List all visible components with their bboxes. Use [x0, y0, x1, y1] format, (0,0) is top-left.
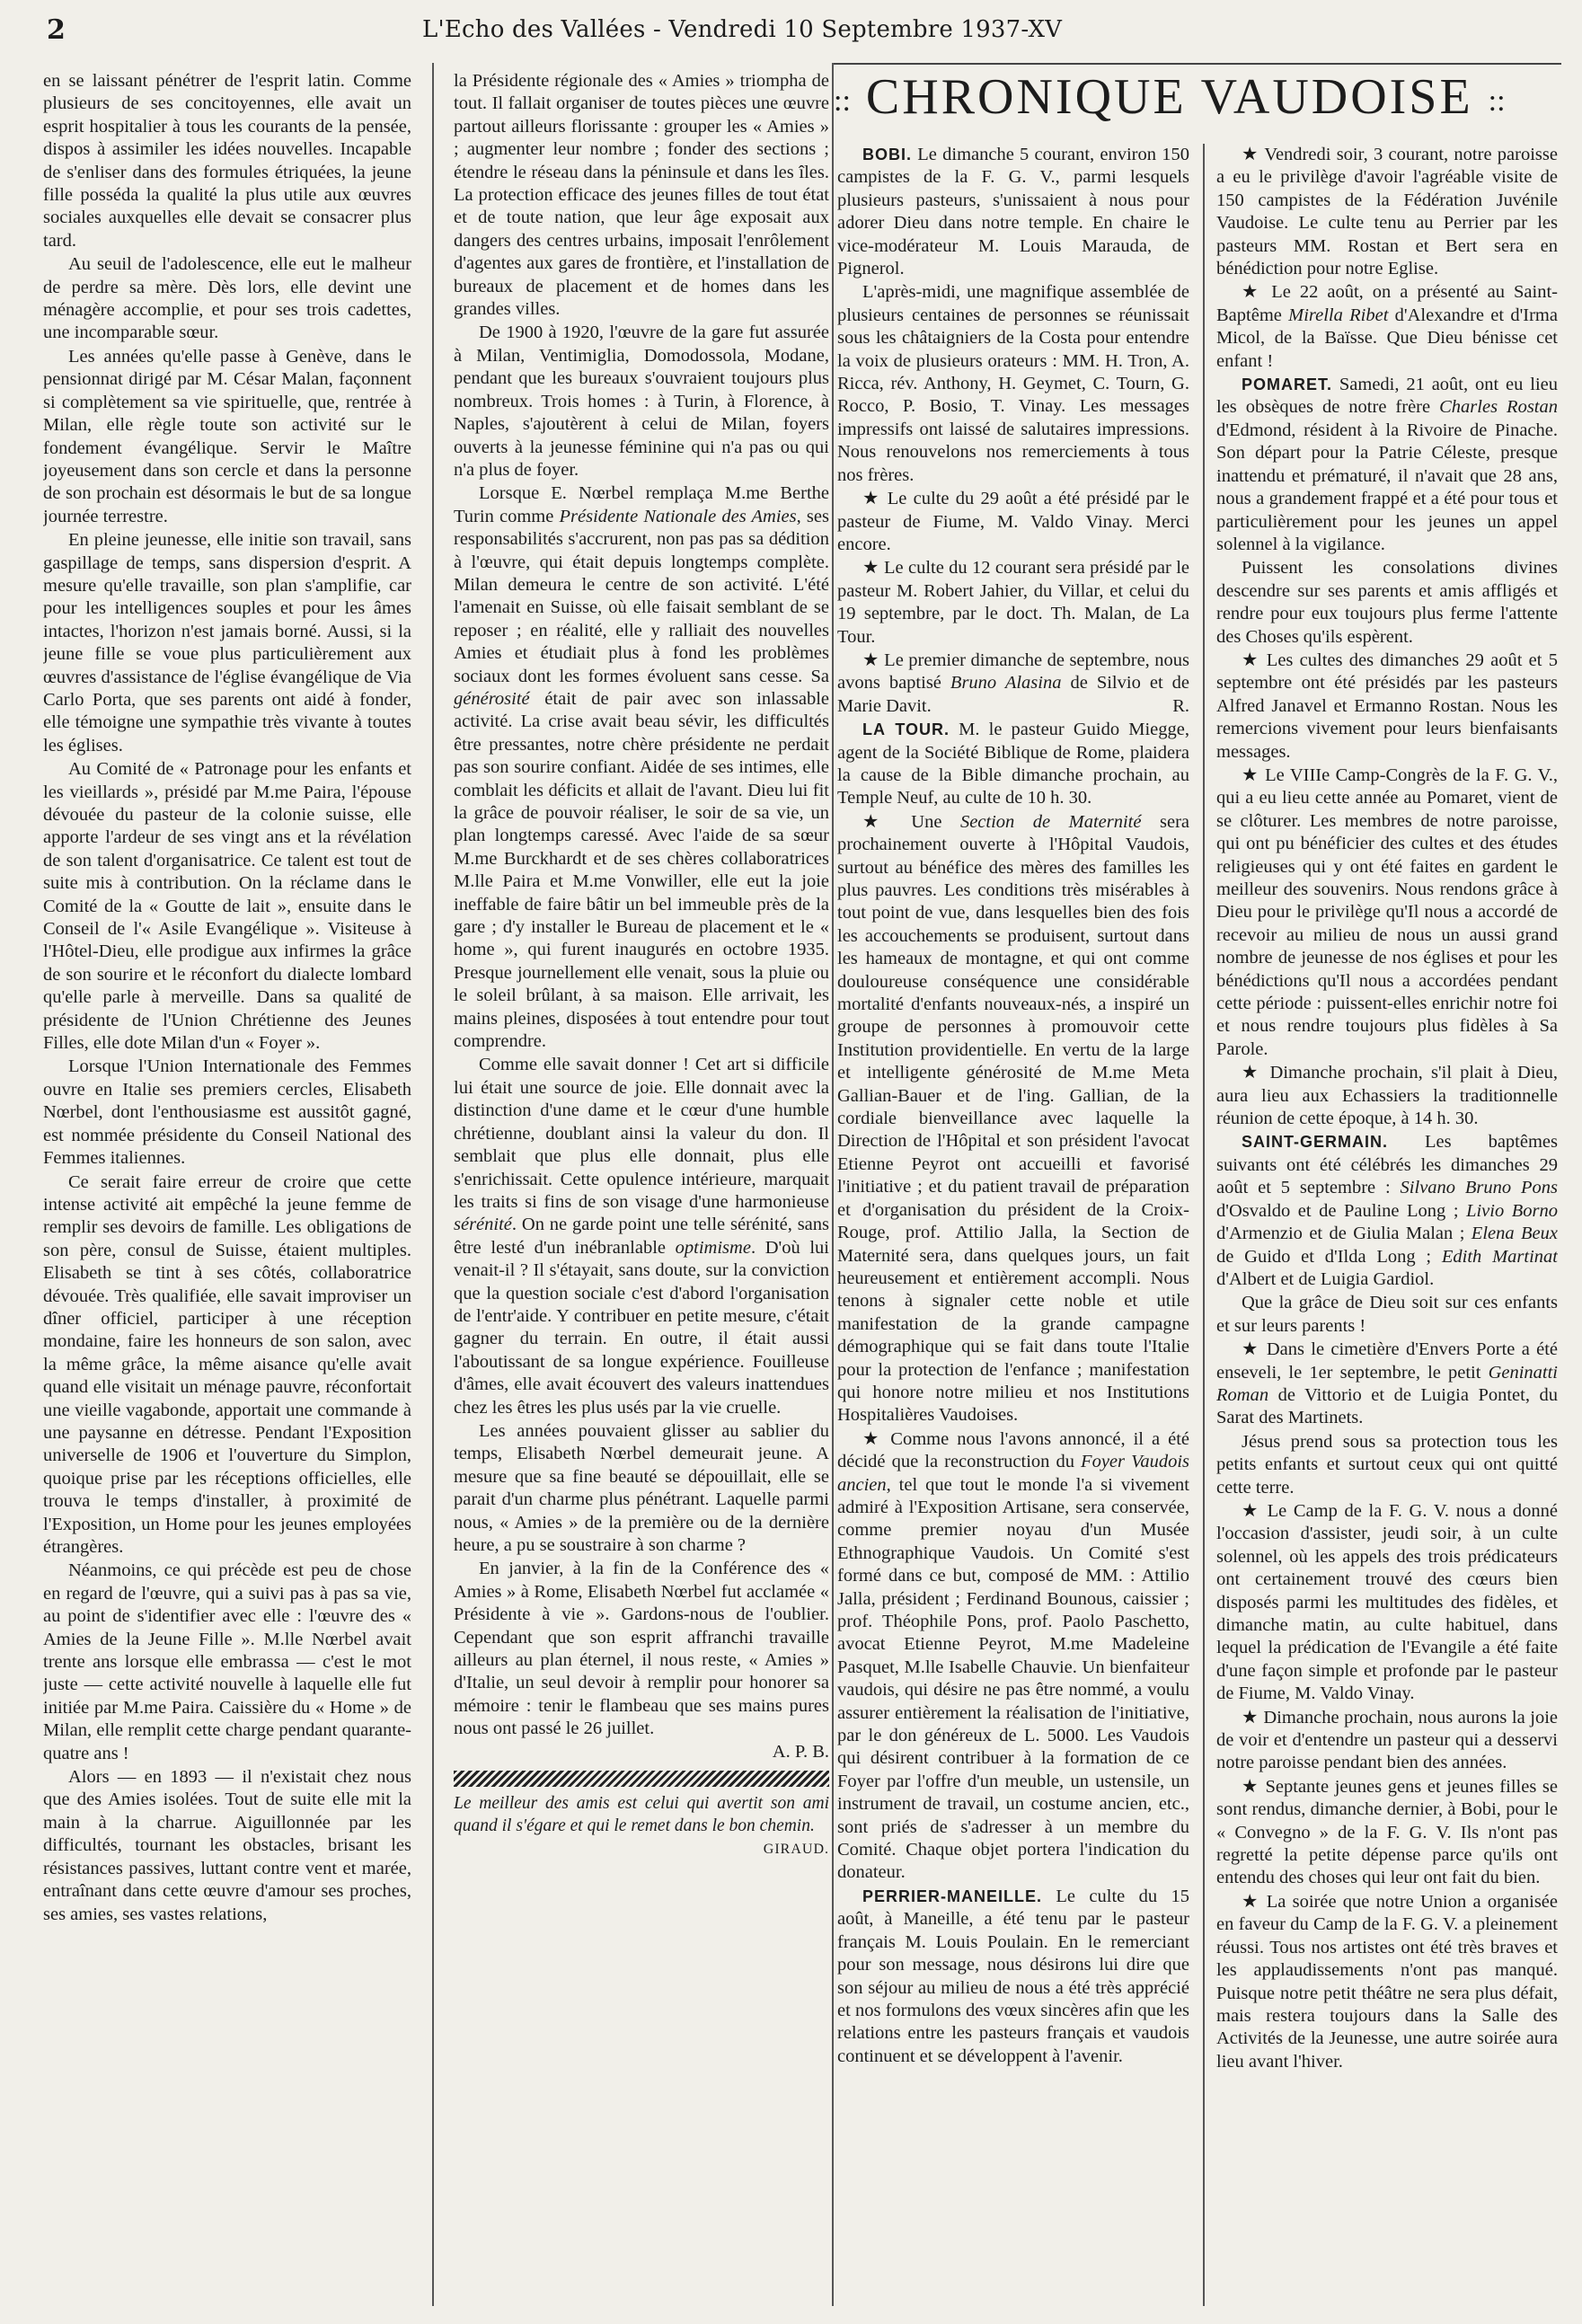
- text-run: d'Osvaldo et de Pauline Long ;: [1216, 1200, 1467, 1221]
- paragraph: [1216, 281, 1558, 373]
- text-run: , tel que tout le monde l'a si vivement admiré à l'Exposition Artisane, sera conservée, comme premier noyau d'un Musée Ethnographique Vaudois. Un Comité s'est formé dans ce but, composé de MM. : Attilio Jalla, président ; Ferdinand Bounous, caissier ; prof. Théophile Pons, prof. Paolo Paschetto, avocat Etienne Peyrot, M.me Madeleine Pasquet, M.lle Isabelle Chauvie. Un bienfaiteur vaudois, qui désire ne pas être nommé, a voulu assurer entièrement la réalisation de l'initiative, par le don généreux de L. 5000. Les Vaudois qui désirent contribuer à la formation de ce Foyer par l'offre d'un meuble, un ustensile, un instrument de travail, un costume ancien, etc., sont priés de s'adresser à un membre du Comité. Chaque objet portera l'indication du donateur.: [837, 1474, 1189, 1883]
- emphasis: Geninatti Roman: [1216, 1362, 1558, 1405]
- paragraph: ★ Le Camp de la F. G. V. nous a donné l'occasion d'assister, jeudi soir, à un culte solennel, où les appels des trois prédicateurs ont certainement trouvé des cœurs bien disposés parmi les multitudes des fidèles, et dimanche matin, au culte habituel, dans lequel la prédication de l'Evangile a été faite d'une façon simple et profonde par le pasteur de Fiume, M. Valdo Vinay.: [1216, 1500, 1558, 1704]
- title-ornament: ::: [834, 84, 851, 119]
- location-heading: SAINT-GERMAIN.: [1242, 1133, 1389, 1152]
- emphasis: Charles Rostan: [1439, 397, 1558, 418]
- text-run: de Vittorio et de Luigia Pontet, du Sarat des Martinets.: [1216, 1384, 1558, 1428]
- text-run: était de pair avec son inlassable activité. La crise avait beau sévir, les difficultés être pressantes, notre chère présidente ne perdait pas son sourire confiant. Aidée de ses intimes, elle comblait les déficits et allait de l'avant. Dieu lui fit la grâce de pouvoir réaliser, le soir de sa vie, un plan longtemps caressé. Avec l'aide de sa sœur M.me Burckhardt et de ses chères collaboratrices M.lle Paira et M.me Vonwiller, elle eut la joie ineffable de faire bâtir un bel immeuble près de la gare ; d'y installer le Bureau de placement et le « home », qui furent inaugurés en octobre 1935. Presque journellement elle venait, sous la pluie ou le soleil brûlant, à sa maison. Elle arrivait, les mains pleines, disposées à tout entendre pour tout comprendre.: [454, 688, 829, 1052]
- paragraph: Au seuil de l'adolescence, elle eut le malheur de perdre sa mère. Dès lors, elle devint une ménagère accomplie, et pour ses trois cadettes, une incomparable sœur.: [43, 254, 411, 343]
- emphasis: Mirella Ribet: [1288, 305, 1389, 325]
- text-run: d'Alexandre et d'Irma Micol, de la Baïsse. Que Dieu bénisse cet enfant !: [1216, 305, 1558, 371]
- paragraph: [837, 1886, 1189, 2068]
- paragraph: [837, 649, 1189, 718]
- paragraph: Alors — en 1893 — il n'existait chez nous que des Amies isolées. Tout de suite elle mit la main à la charrue. Aiguillonnée par les difficultés, tournant les obstacles, brisant les résistances passives, luttant contre vent et marée, entraînant dans cette œuvre d'amour ses proches, ses amies, ses vastes relations,: [43, 1767, 411, 1924]
- emphasis: Bruno Alasina: [950, 673, 1062, 694]
- paragraph: Lorsque l'Union Internationale des Femmes ouvre en Italie ses premiers cercles, Elisabeth Nœrbel, dont l'enthousiasme est aussitôt gagné, est nommée présidente du Conseil National des Femmes italiennes.: [43, 1056, 411, 1169]
- paragraph: Puissent les consolations divines descendre sur ses parents et amis affligés et rendre pour eux toujours plus ferme l'attente des Choses qu'ils espèrent.: [1216, 558, 1558, 647]
- paragraph: ★ Les cultes des dimanches 29 août et 5 septembre ont été présidés par les pasteurs Alfred Janavel et Ermanno Rostan. Nous les remercions vivement pour leurs bienfaisants messages.: [1216, 649, 1558, 762]
- paragraph: ★ Le culte du 29 août a été présidé par le pasteur de Fiume, M. Valdo Vinay. Merci encore.: [837, 489, 1189, 554]
- location-heading: LA TOUR.: [862, 720, 950, 739]
- text-run: d'Armenzio et de Giulia Malan ;: [1216, 1224, 1472, 1244]
- paragraph: Les années pouvaient glisser au sablier du temps, Elisabeth Nœrbel demeurait jeune. A mesure que sa fine beauté se dépouillait, elle se parait d'un charme plus pénétrant. Laquelle parmi nous, « Amies » de la première ou de la dernière heure, a pu se soustraire à son charme ?: [454, 1420, 829, 1555]
- text-run: sera prochainement ouverte à l'Hôpital Vaudois, surtout au bénéfice des mères des familles les plus pauvres. Les conditions très misérables à tout point de vue, dans lesquelles bien des fois les accouchements se produisent, surtout dans les hameaux de montagne, et qui ont comme douloureuse conséquence une considérable mortalité d'enfants nouveaux-nés, a inspiré un groupe de personnes à promouvoir cette Institution providentielle. En vertu de la large et intelligente générosité de M.me Meta Gallian-Bauer et de l'ing. Gallian, de la cordiale bienveillance avec laquelle la Direction de l'Hôpital et son président l'avocat Etienne Peyrot ont accueilli et favorisé l'initiative ; et du patient travail de préparation et d'organisation du président de la Croix-Rouge, prof. Attilio Jalla, la Section de Maternité sera, dans quelques jours, un fait heureusement et entièrement accompli. Nous tenons à signaler cette noble et utile manifestation de la grande campagne démographique qui se fait dans toute l'Italie pour la protection de l'enfance ; manifestation qui honore notre milieu et nos Institutions Hospitalières Vaudoises.: [837, 811, 1189, 1426]
- text-run: Lorsque E. Nœrbel remplaça M.me Berthe Turin comme: [454, 483, 829, 526]
- page-number: 2: [47, 14, 66, 46]
- paragraph: Néanmoins, ce qui précède est peu de chose en regard de l'œuvre, qui a suivi pas à pas sa vie, au point de s'identifier avec elle : l'œuvre des « Amies de la Jeune Fille ». M.lle Nœrbel avait trente ans lorsque elle embrassa — c'est le mot juste — cette activité nouvelle à laquelle elle fut initiée par M.me Paira. Caissière du « Home » de Milan, elle remplit cette charge pendant quarante-quatre ans !: [43, 1560, 411, 1763]
- paragraph: ★ Le culte du 12 courant sera présidé par le pasteur M. Robert Jahier, du Villar, et celui du 19 septembre, par le doct. Th. Malan, de La Tour.: [837, 558, 1189, 647]
- paragraph: ★ Septante jeunes gens et jeunes filles se sont rendus, dimanche dernier, à Bobi, pour le « Convegno » de la F. G. V. Ils n'ont pas regretté la petite dépense parce qu'ils ont entendu des choses qui leur ont fait du bien.: [1216, 1776, 1558, 1888]
- text-run: Le dimanche 5 courant, environ 150 campistes de la F. G. V., parmi lesquels plusieurs pasteurs, s'unissaient à nous pour adorer Dieu dans notre temple. En chaire le vice-modérateur M. Louis Marauda, de Pignerol.: [837, 145, 1189, 279]
- paragraph: Que la grâce de Dieu soit sur ces enfants et sur leurs parents !: [1216, 1293, 1558, 1336]
- quote-author: GIRAUD.: [763, 1841, 829, 1857]
- running-title: L'Echo des Vallées - Vendredi 10 Septembre 1937-XV: [422, 16, 1063, 43]
- text-run: Comme elle savait donner ! Cet art si difficile lui était une source de joie. Elle donnait avec la distinction d'une dame et le cœur d'une humble chrétienne, doublant ainsi la valeur du don. Il semblait que plus elle donnait, plus elle s'enrichissait. Cette opulence intérieure, marquait les traits si fins de son visage d'une harmonieuse: [454, 1055, 829, 1212]
- column-divider: [832, 63, 834, 2306]
- paragraph: Ce serait faire erreur de croire que cette intense activité ait empêché la jeune femme de remplir ses devoirs de famille. Les obligations de son père, consul de Suisse, étaient multiples. Elisabeth se tint à ses côtés, collaboratrice dévouée. Très qualifiée, elle savait improviser un dîner officiel, participer à une réception mondaine, faire les honneurs de son salon, avec la même grâce, la même aisance qu'elle avait quand elle visitait un ménage pauvre, réconfortait une vieille vagabonde, apportait une commande à une paysanne en détresse. Pendant l'Exposition universelle de 1906 et l'ouverture du Simplon, quoique prise par les réceptions officielles, elle trouva le temps d'installer, à proximité de l'Exposition, un Home pour les jeunes employées étrangères.: [43, 1171, 411, 1557]
- text-run: M. le pasteur Guido Miegge, agent de la Société Biblique de Rome, plaidera la cause de la Bible dimanche prochain, au Temple Neuf, au culte de 10 h. 30.: [837, 720, 1189, 809]
- paragraph: ★ Dimanche prochain, nous aurons la joie de voir et d'entendre un pasteur qui a desservi notre paroisse pendant bien des années.: [1216, 1707, 1558, 1773]
- column-divider: [432, 63, 434, 2306]
- paragraph: ★ Dimanche prochain, s'il plait à Dieu, aura lieu aux Echassiers la traditionnelle réunion de cette époque, à 14 h. 30.: [1216, 1063, 1558, 1129]
- decorative-rule: [454, 1771, 829, 1787]
- emphasis: Foyer Vaudois ancien: [837, 1452, 1189, 1495]
- location-heading: POMARET.: [1242, 376, 1333, 394]
- text-run: ★ Une: [862, 811, 960, 832]
- emphasis: générosité: [454, 688, 530, 709]
- article-column-2: [454, 70, 829, 2306]
- paragraph: L'après-midi, une magnifique assemblée de plusieurs centaines de personnes se réunissait sous les châtaigniers de la Costa pour entendre la voix de plusieurs orateurs : MM. H. Tron, A. Ricca, rév. Anthony, H. Geymet, C. Tourn, G. Rocco, P. Bosio, T. Vinay. Les messages impressifs ont laissé de salutaires impressions. Nous renouvelons nos remerciements à tous nos frères.: [837, 282, 1189, 485]
- emphasis: Section de Maternité: [959, 811, 1142, 832]
- text-run: , ses responsabilités s'accrurent, non pas pas sa dédition à l'œuvre, qui était depuis longtemps complète. Milan demeura le centre de son activité. L'été l'amenait en Suisse, où elle faisait semblant de se reposer ; en réalité, elle y ralliait des nouvelles Amies et étudiait plus à fond les problèmes sociaux dont les formes évoluent sans cesse. Sa: [454, 506, 829, 686]
- text-run: ★ Le premier dimanche de septembre, nous avons baptisé: [837, 649, 1189, 694]
- paragraph: [454, 1054, 829, 1419]
- column-divider: [1203, 144, 1205, 2306]
- text-run: de Guido et d'Ilda Long ;: [1216, 1246, 1442, 1267]
- article-signature: A. P. B.: [772, 1741, 829, 1762]
- paragraph: ★ Le VIIIe Camp-Congrès de la F. G. V., qui a eu lieu cette année au Pomaret, vient de se clôturer. Les membres de notre paroisse, qui ont pu bénéficier des cultes et des études religieuses qui y ont été faites en gardent le meilleur des souvenirs. Nous rendons grâce à Dieu pour le privilège qu'Il nous a accordé de recevoir au milieu de nous un aussi grand nombre de jeunesse de nos églises et pour les bénédictions qu'Il nous a accordées pendant cette période : puissent-elles enrichir notre foi et nous rendre toujours plus fidèles à Sa Parole.: [1216, 764, 1558, 1059]
- paragraph: Au Comité de « Patronage pour les enfants et les vieillards », présidé par M.me Paira, l'épouse dévouée du pasteur de la colonie suisse, elle apporte l'ardeur de ses vingt ans et la révélation de son talent d'organisatrice. Ce talent est tout de suite mis à contribution. On la réclame dans le Comité de la « Goutte de lait », ensuite dans le Conseil de l'« Asile Evangélique ». Visiteuse à l'Hôtel-Dieu, elle prodigue aux infirmes la grâce de son sourire et le réconfort du dialecte lombard qu'elle parle à merveille. Dans sa qualité de présidente de l'Union Chrétienne des Jeunes Filles, elle dote Milan d'un « Foyer ».: [43, 759, 411, 1054]
- section-title-text: CHRONIQUE VAUDOISE: [865, 69, 1473, 125]
- paragraph: [837, 811, 1189, 1427]
- text-run: . On ne garde point une telle sérénité, sans être lesté d'un inébranlable: [454, 1215, 829, 1258]
- text-run: d'Edmond, résident à la Rivoire de Pinache. Son départ pour la Patrie Céleste, presque inattendu et prématuré, il n'avait que 28 ans, nous a grandement frappé et a été pour tous et particulièrement pour les jeunes un appel solennel à la vigilance.: [1216, 420, 1558, 554]
- section-title: [834, 63, 1561, 126]
- paragraph: Les années qu'elle passe à Genève, dans le pensionnat dirigé par M. César Malan, façonnent si complètement sa vie spirituelle, que, rentrée à Milan, elle règle toute son activité sur le fondement évangélique. Servir le Maître joyeusement dans son cercle et dans la personne de son prochain est désormais le but de sa longue journée terrestre.: [43, 346, 411, 526]
- paragraph: [1216, 374, 1558, 556]
- text-run: . D'où lui venait-il ? Il s'étayait, sans doute, sur la conviction que la question sociale c'est d'abord l'organisation de l'entr'aide. Y contribuer en petite mesure, c'était gagner du terrain. En outre, il était aussi l'aboutissant de sa longue expérience. Fouilleuse d'âmes, elle avait écouvert des valeurs inattendues chez les êtres les plus usés par la vie cruelle.: [454, 1237, 829, 1418]
- paragraph: [1216, 1339, 1558, 1430]
- paragraph: Jésus prend sous sa protection tous les petits enfants et surtout ceux qui ont quitté cette terre.: [1216, 1431, 1558, 1498]
- emphasis: Livio Borno: [1466, 1200, 1558, 1221]
- emphasis: sérénité: [454, 1215, 512, 1235]
- text-run: Le culte du 15 août, à Maneille, a été tenu par le pasteur français M. Louis Poulain. En le remerciant pour son message, nous désirons lui dire que son séjour au milieu de nous a été très apprécié et nos formulons des vœux sincères afin que les relations entre les pasteurs français et vaudois continuent et se développent à l'avenir.: [837, 1886, 1189, 2066]
- paragraph: En janvier, à la fin de la Conférence des « Amies » à Rome, Elisabeth Nœrbel fut acclamée « Présidente à vie ». Gardons-nous de l'oublier. Cependant que son esprit affranchi travaille ailleurs au plan éternel, il nous reste, « Amies » d'Italie, un seul devoir à remplir pour honorer sa mémoire : tenir le flambeau que ses mains pures nous ont passé le 26 juillet.: [454, 1559, 829, 1739]
- chronicle-column-1: [837, 144, 1189, 2306]
- text-run: Les baptêmes suivants ont été célébrés les dimanches 29 août et 5 septembre :: [1216, 1132, 1558, 1198]
- chronicle-column-2: [1216, 144, 1558, 2306]
- paragraph: ★ Vendredi soir, 3 courant, notre paroisse a eu le privilège d'avoir l'agréable visite de 150 campistes de la Fédération Juvénile Vaudoise. Le culte tenu au Perrier par les pasteurs MM. Rostan et Bert sera en bénédiction pour notre Eglise.: [1216, 145, 1558, 279]
- emphasis: optimisme: [675, 1237, 751, 1258]
- emphasis: Edith Martinat: [1441, 1246, 1558, 1267]
- paragraph: De 1900 à 1920, l'œuvre de la gare fut assurée à Milan, Ventimiglia, Domodossola, Modane, pendant que les bureaux s'ouvraient toujours plus nombreux. Trois homes : à Turin, à Florence, à Naples, s'ajoutèrent à celui de Milan, foyers ouverts à la jeunesse féminine qui n'a pas ou qui n'a plus de foyer.: [454, 323, 829, 480]
- paragraph: en se laissant pénétrer de l'esprit latin. Comme plusieurs de ses concitoyennes, elle avait un esprit hospitalier à tous les courants de la pensée, dispos à assimiler les idées nouvelles. Incapable de s'enliser dans des formules étriquées, la jeune fille posséda la qualité la plus utile aux œuvres sociales auxquelles elle devait se consacrer plus tard.: [43, 71, 411, 251]
- text-run: d'Albert et de Luigia Gardiol.: [1216, 1268, 1435, 1289]
- article-column-1: [43, 70, 411, 2306]
- quote: Le meilleur des amis est celui qui avertit son ami quand il s'égare et qui le remet dans le bon chemin.: [454, 1794, 829, 1836]
- text-run: ★ Dans le cimetière d'Envers Porte a été enseveli, le 1er septembre, le petit: [1216, 1339, 1558, 1383]
- text-run: ★ Comme nous l'avons annoncé, il a été décidé que la reconstruction du: [837, 1428, 1189, 1472]
- paragraph: [454, 482, 829, 1053]
- paragraph: la Présidente régionale des « Amies » triompha de tout. Il fallait organiser de toutes pièces une œuvre partout ailleurs florissante : grouper les « Amies » ; augmenter leur nombre ; fonder des sections ; étendre le réseau dans la péninsule et dans les îles. La protection efficace des jeunes filles de tout état et de toute nation, que leur âge exposait aux dangers des centres urbains, imposait l'enrôlement d'agentes aux gares de frontière, et l'installation de bureaux de placement et de homes dans les grandes villes.: [454, 71, 829, 320]
- location-heading: BOBI.: [862, 146, 913, 163]
- paragraph: [837, 719, 1189, 810]
- paragraph: [1216, 1131, 1558, 1291]
- title-ornament: ::: [1488, 84, 1506, 119]
- paragraph: [837, 144, 1189, 280]
- text-run: Samedi, 21 août, ont eu lieu les obsèques de notre frère: [1216, 375, 1558, 418]
- location-heading: PERRIER-MANEILLE.: [862, 1887, 1043, 1905]
- text-run: ★ Le 22 août, on a présenté au Saint-Baptême: [1216, 282, 1558, 325]
- paragraph: En pleine jeunesse, elle initie son travail, sans gaspillage de temps, sans dispersion d'esprit. A mesure qu'elle travaille, son plan s'amplifie, car pour les intelligences souples et pour les âmes intactes, l'horizon n'est jamais borné. Aussi, si la jeune fille se voue plus particulièrement aux œuvres d'assistance de l'église évangélique de Via Carlo Porta, que ses parents ont aidé à fonder, elle témoigne une sympathie très vivante à toutes les églises.: [43, 530, 411, 756]
- emphasis: Silvano Bruno Pons: [1400, 1178, 1558, 1198]
- emphasis: Présidente Nationale des Amies: [559, 506, 797, 526]
- paragraph: [837, 1428, 1189, 1885]
- emphasis: Elena Beux: [1471, 1224, 1558, 1244]
- text-run: de Silvio et de Marie Davit.: [837, 673, 1189, 716]
- signature: R.: [1172, 695, 1189, 716]
- paragraph: ★ La soirée que notre Union a organisée en faveur du Camp de la F. G. V. a pleinement réussi. Tous nos artistes ont été très braves et les applaudissements n'ont pas manqué. Puisque notre petit théâtre ne sera plus défait, mais restera toujours dans la Salle des Activités de la Jeunesse, une autre soirée aura lieu avant l'hiver.: [1216, 1891, 1558, 2072]
